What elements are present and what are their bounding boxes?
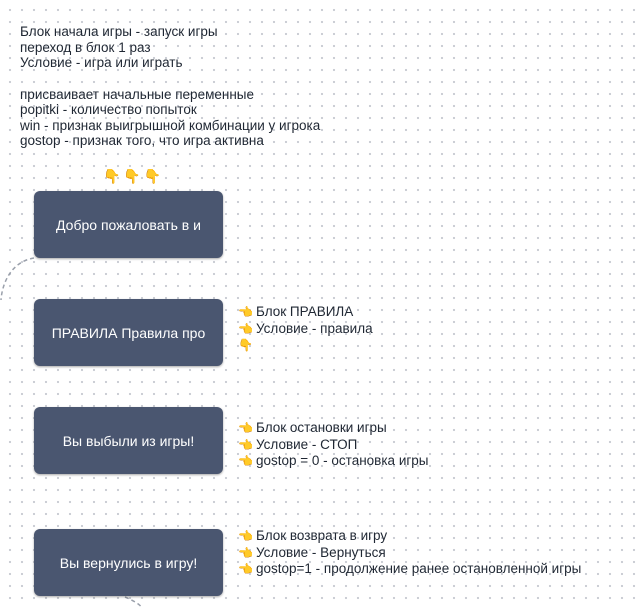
connector-curve-bottom [125, 597, 142, 608]
pointing-left-icon: 👈 [238, 545, 253, 560]
vars-line: win - признак выигрышной комбинации у игрока [20, 117, 321, 133]
block-welcome[interactable] [34, 191, 223, 258]
pointing-left-icon: 👈 [238, 421, 253, 435]
note-text: Условие - СТОП [256, 436, 358, 452]
pointing-left-icon: 👈 [238, 454, 253, 468]
note-text: gostop = 0 - остановка игры [256, 453, 429, 468]
start-block-description [20, 24, 320, 149]
note-text: Условие - Вернуться [256, 544, 386, 560]
connector-curve-top [1, 258, 34, 300]
block-stop-label: Вы выбыли из игры! [62, 432, 195, 449]
pointing-left-icon: 👈 [238, 437, 253, 452]
block-rules-label: ПРАВИЛА Правила про [51, 324, 206, 341]
pointing-down-icon: 👇 [238, 338, 253, 352]
pointing-down-icon: 👇👇👇 [103, 168, 165, 184]
spacer [20, 71, 320, 87]
note-text: Блок ПРАВИЛА [256, 304, 354, 319]
note-text: Условие - правила [256, 320, 373, 336]
note-text: Блок остановки игры [256, 420, 387, 435]
rules-notes [238, 304, 373, 354]
block-return-label: Вы вернулись в игру! [59, 554, 198, 571]
intro-line: переход в блок 1 раз [20, 39, 151, 55]
stop-notes [238, 420, 429, 470]
note-text: Блок возврата в игру [256, 528, 388, 543]
return-notes [238, 528, 581, 578]
vars-line: присваивает начальные переменные [20, 86, 254, 102]
pointing-left-icon: 👈 [238, 305, 253, 319]
block-return[interactable] [34, 529, 223, 596]
intro-line: Условие - игра или играть [20, 55, 183, 70]
note-text: gostop=1 - продолжение ранее остановленной игры [256, 561, 582, 576]
block-welcome-label: Добро пожаловать в и [56, 216, 201, 233]
pointing-left-icon: 👈 [238, 321, 253, 336]
intro-line: Блок начала игры - запуск игры [20, 24, 218, 39]
vars-line: gostop - признак того, что игра активна [20, 133, 264, 148]
block-stop[interactable] [34, 407, 223, 474]
pointing-left-icon: 👈 [238, 529, 253, 543]
vars-line: popitki - количество попыток [20, 102, 197, 117]
pointing-left-icon: 👈 [238, 562, 253, 576]
block-rules[interactable] [34, 299, 223, 366]
